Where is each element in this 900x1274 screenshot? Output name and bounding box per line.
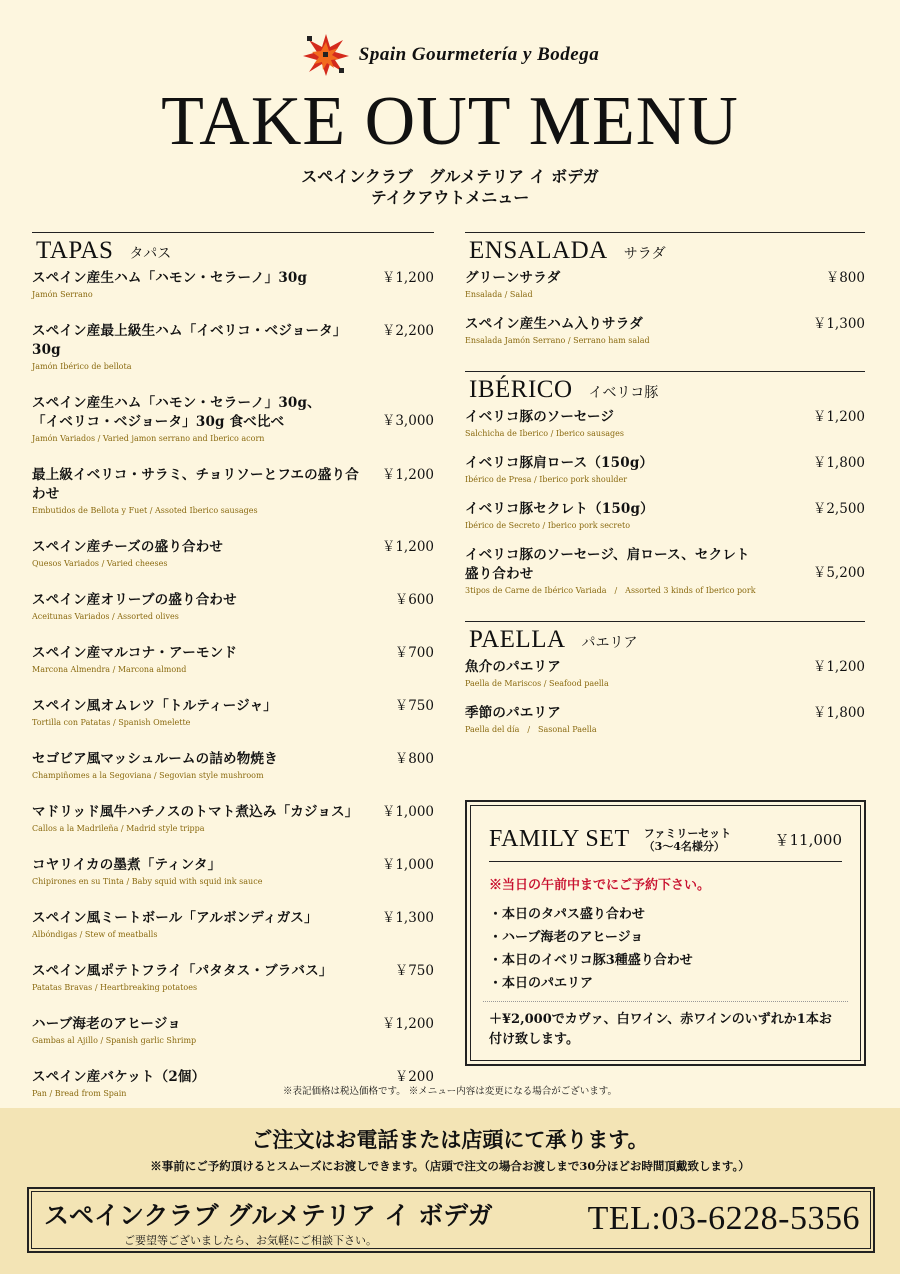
- menu-item: [32, 394, 434, 445]
- iberico-section: [465, 371, 865, 597]
- menu-item-translation: Jamón Ibérico de bellota: [32, 362, 132, 371]
- iberico-list: [465, 408, 865, 597]
- menu-item-text: [32, 394, 372, 445]
- menu-item: [32, 644, 434, 676]
- menu-item-price: ￥600: [394, 592, 434, 608]
- menu-item-name-line2: 「イベリコ・ベジョータ」30g 食べ比べ: [32, 414, 285, 430]
- family-set-item: ・本日のイベリコ豚3種盛り合わせ: [489, 953, 693, 968]
- section-title-en: ENSALADA: [469, 237, 608, 264]
- menu-item-text: [32, 466, 372, 517]
- menu-item-price: ￥1,300: [812, 316, 865, 332]
- menu-item-price: ￥1,200: [812, 659, 865, 675]
- menu-item-price: ￥750: [394, 698, 434, 714]
- menu-item: [32, 322, 434, 373]
- shop-name: スペインクラブ グルメテリア イ ボデガ: [44, 1201, 493, 1230]
- menu-item-text: [465, 658, 803, 690]
- menu-item-text: [32, 644, 385, 676]
- menu-item-name-line2: 盛り合わせ: [465, 566, 534, 582]
- menu-item-text: [32, 591, 385, 623]
- menu-item-translation: Embutidos de Bellota y Fuet / Assoted Iberico sausages: [32, 506, 258, 515]
- menu-item-price: ￥1,200: [381, 539, 434, 555]
- menu-item-translation: Paella del día / Sasonal Paella: [465, 725, 597, 734]
- menu-item-translation: Tortilla con Patatas / Spanish Omelette: [32, 718, 191, 727]
- menu-item-name: スペイン産生ハム「ハモン・セラーノ」30g: [32, 270, 308, 286]
- menu-item: [32, 1015, 434, 1047]
- menu-item-text: [465, 704, 803, 736]
- menu-item-translation: Jamón Serrano: [32, 290, 93, 299]
- menu-item-name: コヤリイカの墨煮「ティンタ」: [32, 857, 222, 873]
- menu-item-translation: Chipirones en su Tinta / Baby squid with squid ink sauce: [32, 877, 263, 886]
- menu-item: [32, 909, 434, 941]
- menu-item-text: [465, 546, 803, 597]
- menu-item-price: ￥1,800: [812, 705, 865, 721]
- menu-item-text: [465, 408, 803, 440]
- section-title-jp: パエリア: [581, 635, 638, 651]
- menu-item: [465, 408, 865, 440]
- contact-inner: [31, 1191, 871, 1249]
- menu-item-translation: Jamón Variados / Varied jamon serrano and Iberico acorn: [32, 434, 265, 443]
- family-set-item: ・本日のパエリア: [489, 976, 594, 991]
- brand-name: Spain Gourmetería y Bodega: [358, 44, 600, 65]
- menu-item-price: ￥1,200: [381, 270, 434, 286]
- price-disclaimer: ※表記価格は税込価格です。 ※メニュー内容は変更になる場合がございます。: [282, 1086, 617, 1097]
- menu-header: [0, 0, 900, 220]
- shop-note: ご要望等ございましたら、お気軽にご相談下さい。: [124, 1234, 377, 1247]
- menu-item: [32, 803, 434, 835]
- order-subtext: ※事前にご予約頂けるとスムーズにお渡しできます。（店頭で注文の場合お渡しまで30分ほどお時間頂戴致します。）: [150, 1159, 750, 1173]
- menu-item-price: ￥800: [394, 751, 434, 767]
- menu-item-price: ￥5,200: [812, 565, 865, 581]
- menu-item-translation: Champiñomes a la Segoviana / Segovian style mushroom: [32, 771, 264, 780]
- menu-item-name: マドリッド風牛ハチノスのトマト煮込み「カジョス」: [32, 804, 359, 820]
- brand-logo-icon: [301, 32, 351, 78]
- menu-item-translation: Pan / Bread from Spain: [32, 1089, 127, 1098]
- menu-item-translation: Patatas Bravas / Heartbreaking potatoes: [32, 983, 198, 992]
- menu-item-name: スペイン風オムレツ「トルティージャ」: [32, 698, 277, 714]
- menu-item-translation: Ensalada / Salad: [465, 290, 533, 299]
- menu-item: [32, 750, 434, 782]
- menu-item: [465, 546, 865, 597]
- family-set-inner: [470, 805, 861, 1061]
- menu-item-text: [32, 909, 372, 941]
- menu-item-text: [32, 697, 385, 729]
- menu-item-translation: Ensalada Jamón Serrano / Serrano ham salad: [465, 336, 650, 345]
- menu-item-name: イベリコ豚のソーセージ: [465, 409, 615, 425]
- menu-item-translation: Marcona Almendra / Marcona almond: [32, 665, 187, 674]
- menu-item-price: ￥3,000: [381, 413, 434, 429]
- menu-item-translation: Salchicha de Iberico / Iberico sausages: [465, 429, 624, 438]
- menu-item-text: [465, 315, 803, 347]
- menu-item-name: スペイン産最上級生ハム「イベリコ・ベジョータ」30g: [32, 323, 347, 358]
- paella-section: [465, 621, 865, 736]
- menu-item-text: [32, 962, 385, 994]
- menu-item: [32, 697, 434, 729]
- menu-item-translation: Paella de Mariscos / Seafood paella: [465, 679, 609, 688]
- family-set-title: FAMILY SET: [489, 826, 630, 852]
- menu-item: [32, 962, 434, 994]
- menu-item-name: スペイン風ポテトフライ「パタタス・ブラバス」: [32, 963, 333, 979]
- menu-item-text: [32, 1015, 372, 1047]
- section-title-jp: タパス: [129, 246, 172, 262]
- menu-item: [32, 538, 434, 570]
- menu-item-name: セゴビア風マッシュルームの詰め物焼き: [32, 751, 278, 767]
- menu-item-price: ￥200: [394, 1069, 434, 1085]
- family-set-list: [489, 903, 842, 995]
- menu-item-price: ￥1,200: [812, 409, 865, 425]
- menu-item-translation: Gambas al Ajillo / Spanish garlic Shrimp: [32, 1036, 197, 1045]
- section-title-en: PAELLA: [469, 626, 566, 653]
- menu-item-price: ￥1,300: [381, 910, 434, 926]
- menu-item-price: ￥2,200: [381, 323, 434, 339]
- menu-item: [465, 315, 865, 347]
- menu-item-translation: Callos a la Madrileña / Madrid style trippa: [32, 824, 205, 833]
- menu-item-text: [465, 269, 816, 301]
- menu-item-name: スペイン産マルコナ・アーモンド: [32, 645, 238, 661]
- menu-item-name: スペイン産チーズの盛り合わせ: [32, 539, 224, 555]
- section-heading: [465, 372, 865, 408]
- menu-item-translation: Albóndigas / Stew of meatballs: [32, 930, 158, 939]
- family-set-subtitle-1: ファミリーセット: [643, 826, 732, 840]
- contact-box: [27, 1187, 875, 1253]
- menu-item-name: イベリコ豚のソーセージ、肩ロース、セクレト: [465, 547, 750, 563]
- menu-item-text: [32, 269, 372, 301]
- menu-item-name: ハーブ海老のアヒージョ: [32, 1016, 181, 1032]
- menu-item-name: スペイン産オリーブの盛り合わせ: [32, 592, 237, 608]
- order-heading: ご注文はお電話または店頭にて承ります。: [251, 1127, 649, 1152]
- tapas-section: [32, 232, 434, 1100]
- menu-item-translation: Aceitunas Variados / Assorted olives: [32, 612, 179, 621]
- family-set-item: ・本日のタパス盛り合わせ: [489, 907, 645, 922]
- family-set-subtitle-2: （3～4名様分）: [643, 839, 725, 853]
- menu-item-text: [32, 322, 372, 373]
- dotted-divider: [483, 1001, 848, 1002]
- family-set-extra: ＋¥2,000でカヴァ、白ワイン、赤ワインのいずれか1本お付け致します。: [489, 1012, 832, 1047]
- brand-row: [0, 32, 900, 78]
- menu-item-name: イベリコ豚セクレト（150g）: [465, 501, 654, 517]
- menu-item-text: [32, 803, 372, 835]
- order-footer: [0, 1108, 900, 1274]
- menu-item: [32, 856, 434, 888]
- menu-item-price: ￥2,500: [812, 501, 865, 517]
- page-title: TAKE OUT MENU: [161, 83, 739, 160]
- menu-item-text: [32, 750, 385, 782]
- menu-item-translation: Quesos Variados / Varied cheeses: [32, 559, 168, 568]
- menu-item-price: ￥1,200: [381, 1016, 434, 1032]
- menu-item: [32, 591, 434, 623]
- section-title-jp: サラダ: [623, 246, 666, 262]
- menu-item-price: ￥750: [394, 963, 434, 979]
- right-column: [465, 232, 865, 756]
- menu-item: [32, 466, 434, 517]
- menu-item-price: ￥700: [394, 645, 434, 661]
- tapas-list: [32, 269, 434, 1100]
- menu-item: [465, 704, 865, 736]
- subtitle-line-1: スペインクラブ グルメテリア イ ボデガ: [301, 167, 599, 186]
- section-title-en: TAPAS: [36, 237, 114, 264]
- phone-number[interactable]: TEL:03-6228-5356: [587, 1200, 860, 1237]
- menu-item-translation: 3tipos de Carne de Ibérico Variada / Assorted 3 kinds of Iberico pork: [465, 586, 756, 595]
- section-heading: [465, 233, 865, 269]
- menu-item-text: [32, 856, 372, 888]
- menu-item-name: スペイン産生ハム入りサラダ: [465, 316, 643, 332]
- menu-item-price: ￥800: [825, 270, 865, 286]
- menu-item: [465, 658, 865, 690]
- family-set-price: ￥11,000: [774, 831, 842, 849]
- menu-item-price: ￥1,000: [381, 804, 434, 820]
- menu-item-text: [32, 538, 372, 570]
- section-heading: [32, 233, 434, 269]
- menu-item-translation: Ibérico de Secreto / Iberico pork secreto: [465, 521, 631, 530]
- page-subtitle: [0, 166, 900, 208]
- paella-list: [465, 658, 865, 736]
- menu-item-name: スペイン産バケット（2個）: [32, 1069, 206, 1085]
- menu-item: [32, 269, 434, 301]
- family-set-subtitle: [644, 827, 732, 853]
- menu-item-translation: Ibérico de Presa / Iberico pork shoulder: [465, 475, 628, 484]
- section-heading: [465, 622, 865, 658]
- menu-item: [465, 500, 865, 532]
- menu-item-name: 魚介のパエリア: [465, 659, 561, 675]
- menu-item: [465, 454, 865, 486]
- subtitle-line-2: テイクアウトメニュー: [370, 188, 530, 207]
- menu-item-name: 最上級イベリコ・サラミ、チョリソーとフエの盛り合わせ: [32, 467, 359, 502]
- family-set-item: ・ハーブ海老のアヒージョ: [489, 930, 644, 945]
- menu-item-name: スペイン風ミートボール「アルボンディガス」: [32, 910, 318, 926]
- family-set-heading: [489, 822, 842, 862]
- menu-item-name: 季節のパエリア: [465, 705, 561, 721]
- ensalada-list: [465, 269, 865, 347]
- menu-item-name: イベリコ豚肩ロース（150g）: [465, 455, 654, 471]
- menu-item-text: [465, 500, 803, 532]
- menu-item-name: グリーンサラダ: [465, 270, 561, 286]
- family-set-note: ※当日の午前中までにご予約下さい。: [489, 878, 711, 893]
- menu-item-price: ￥1,200: [381, 467, 434, 483]
- section-title-jp: イベリコ豚: [588, 385, 659, 401]
- menu-item-text: [465, 454, 803, 486]
- menu-item-price: ￥1,800: [812, 455, 865, 471]
- menu-item-name: スペイン産生ハム「ハモン・セラーノ」30g、: [32, 395, 321, 411]
- menu-item-price: ￥1,000: [381, 857, 434, 873]
- menu-item: [465, 269, 865, 301]
- left-column: [32, 232, 434, 1121]
- family-set-box: [465, 800, 866, 1066]
- ensalada-section: [465, 232, 865, 347]
- section-title-en: IBÉRICO: [469, 376, 573, 403]
